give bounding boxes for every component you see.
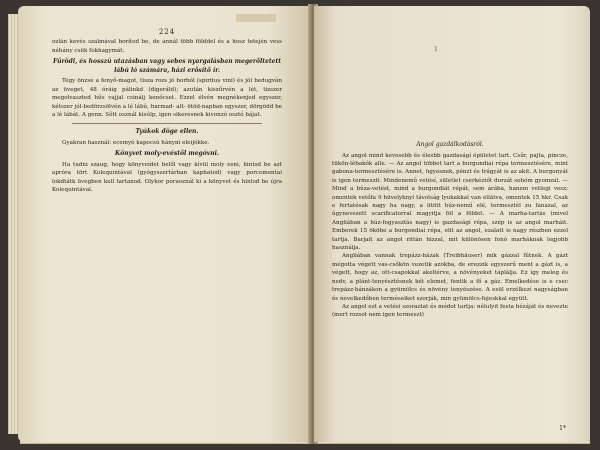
signature-mark: 1* (559, 425, 566, 432)
right-page (314, 6, 590, 442)
page-stain (236, 14, 276, 22)
paragraph-moths: Ha tudni szaug, hogy könyveidet belől vagy kívül moly esni, hintsd be azt apróra tört Kolequintával (gyógyszertárban kaphatod) vagy porcomentai lokdtátk üvegben kell tartanod. Olykor poraoznál ki a könyvet és hintsd be újra Kolequintával. (52, 162, 282, 194)
section-heading-horse: Fürödi, és hosszú utazásban vagy sebes nyargalásban megerőltetett lábú ló számára, házi erősítő ír. (52, 58, 282, 74)
paragraph-farming-3: Az angol ezt a vetési szoraztat és módot tartja: nélulyit festa bézáját és nevezte (mert rozsot nem igen termeszt) (332, 303, 568, 319)
page-number: 224 (158, 28, 176, 36)
section-heading-english-farming: Angol gazdálkodásról. (416, 141, 484, 148)
divider (72, 123, 262, 124)
left-page-text (52, 28, 282, 195)
page-mark: 1 (434, 46, 438, 53)
paragraph-farming-1: Az angol mind kevesebb és élesbb gazdaságí épületet tart. Csűr, pajta, pincze, tükön-lébakók alle. — Az angol többet tart a burgundiai répa termesztésére, mint gabona-termesztésére is. Annet, ügyesnek, pénzt és trágyát is az akit. A burgonyát is igen termesztí. Mindenemű vetésí, sületlet cserkéztőt dorzát sohóm gyomzát. — Mind a búza-vetést, mind a burgondiát répát, sem árába, hanem vetlegi vesz; omentek vetőfa 9 hüvelyknyi távolság lyukakkal van ellátva, omentek 15 hkr. Csak e fertatósak nagy ha nagy, a ütött húz-nemű elé, termesztél zu fanazal, az úgynevezett scarificatorral magyitja föl a földet. — A marha-tartás (mivel Angliában a húz-fogyasztás nagy) is gazdaságí répa, szép is az angol marháit. Emberek 15 ököbe a burgondiai répa, elit az angol, ezalatt is nagy részben ezzel tartja. Barjait az angol rittán hizzal, mit különösen fonó marháknak legjobb használja. (332, 152, 568, 252)
right-page-text (332, 138, 568, 320)
paragraph-horse: Tégy önzse a fenyő-magot, tisza rozs jó borból (spiritus vini) és jól bedugván az üveget, 48 óráig pálinkd (digeráld); azután kiszűrvén a lét, tizszer megolvaszted hűs vajjal csinálj kenőcset. Ezzel élvén megnékenjed egyszer, kétszer jól-bedörzsölvén a lé lábú, harmad- alt- ötöd-napban egyszer, dörgödd be a lé lábát. A genn. Sőtt osznál kisúlp, igen sikeresnek kivonzó osztó bájat. (52, 78, 282, 119)
intro-paragraph: ozlán kevés szalmával borítod be, de annál több földdel és a hosz tetején vess néhány csiik fokhagymát. (52, 39, 282, 54)
section-heading-moths: Könyvet moly-evéstől megóvni. (115, 150, 219, 158)
paragraph-hens: Gyakran használ: ecemyó kapocsú hányni eleijókke. (62, 140, 210, 147)
left-page (18, 6, 312, 442)
paragraph-farming-2: Angliában vannak trepázz-házak (Treibhäuser) mik gázzal fűtnek. A gázt mégotta végett vas-csőkön vezetik azokba, de erezzik egyszerű ment a gázt is, a végett, hogy az, ott-csapokkal akeltérve, a növényeket táplálja. Ez igy meleg és nedv, a plánt-tenyésztésnek két elemet, fentik a fő a gáz. Emelkedése is e csec trepázz-hánzákon a gyümölcs és növény tenyészése. A esül erzélkezi nagyságban és nevelkedőben terméseiket szorják, min gyümölcs-fejeskkal együtt. (332, 253, 568, 302)
open-book (8, 4, 596, 444)
section-heading-hens: Tyúkok döge ellen. (135, 128, 199, 136)
